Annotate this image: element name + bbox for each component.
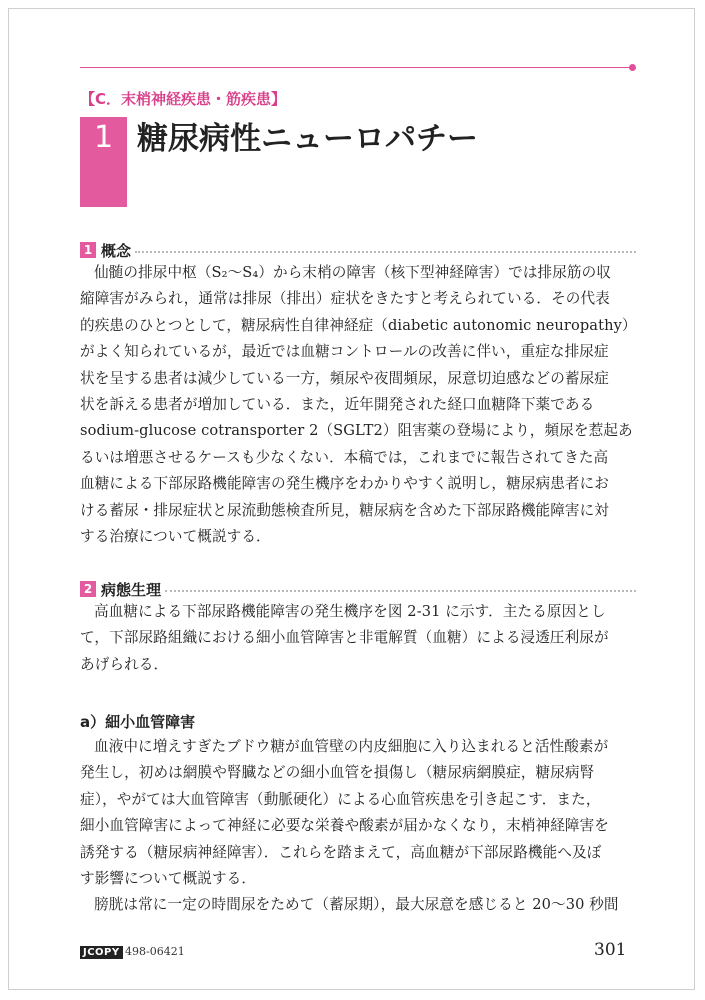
chapter-title: 糖尿病性ニューロパチー [137,121,478,157]
dotted-leader [135,251,636,253]
text-line: がよく知られているが，最近では血糖コントロールの改善に伴い，重症な排尿症 [80,343,609,361]
text-line: ける蓄尿・排尿症状と尿流動態検査所見，糖尿病を含めた下部尿路機能障害に対 [80,501,609,519]
text-line: 血液中に増えすぎたブドウ糖が血管壁の内皮細胞に入り込まれると活性酸素が [94,738,609,755]
category-heading: 【C．末梢神経疾患・筋疾患】 [80,90,287,108]
text-line: する治療について概説する． [80,527,271,545]
page-number: 301 [594,940,627,960]
text-line: 仙髄の排尿中枢（S₂〜S₄）から末梢の障害（核下型神経障害）では排尿筋の収 [94,264,611,281]
section-concept-body [80,260,640,550]
text-line: 細小血管障害によって神経に必要な栄養や酸素が届かなくなり，末梢神経障害を [80,817,609,835]
text-line: 血糖による下部尿路機能障害の発生機序をわかりやすく説明し，糖尿病患者にお [80,475,609,493]
section-number-badge: 2 [80,581,96,597]
dotted-leader [165,590,636,592]
text-line: 状を呈する患者は減少している一方，頻尿や夜間頻尿，尿意切迫感などの蓄尿症 [80,369,609,387]
text-line: 高血糖による下部尿路機能障害の発生機序を図 2-31 に示す．主たる原因とし [94,603,606,620]
publication-code: 498-06421 [125,945,185,958]
text-line: sodium-glucose cotransporter 2（SGLT2）阻害薬の登場により，頻尿を惹起あ [80,422,633,440]
text-line: 縮障害がみられ，通常は排尿（排出）症状をきたすと考えられている．その代表 [80,290,610,308]
text-line: るいは増悪させるケースも少なくない．本稿では，これまでに報告されてきた高 [80,448,609,466]
text-line: 的疾患のひとつとして，糖尿病性自律神経症（diabetic autonomic neuropathy） [80,316,637,334]
text-line: 状を訴える患者が増加している．また，近年開発された経口血糖降下薬である [80,395,595,413]
header-rule [80,67,632,68]
text-line: 発生し，初めは網膜や腎臓などの細小血管を損傷し（糖尿病網膜症，糖尿病腎 [80,764,595,782]
section-title: 概念 [101,241,132,260]
section-heading-concept [80,240,636,260]
section-number-badge: 1 [80,242,96,258]
jcopy-logo: JCOPY [80,946,123,959]
text-line: す影響について概説する． [80,869,257,887]
subsection-body [80,734,640,919]
subsection-title: a）細小血管障害 [80,713,196,731]
section-pathophysiology-body [80,599,640,678]
text-line: 症），やがては大血管障害（動脈硬化）による心血管疾患を引き起こす．また， [80,790,601,808]
section-heading-pathophysiology [80,579,636,599]
text-line: あげられる． [80,655,169,673]
header-rule-dot [629,64,636,71]
section-title: 病態生理 [101,580,162,599]
chapter-number: 1 [93,120,114,155]
text-line: 誘発する（糖尿病神経障害）．これらを踏まえて，高血糖が下部尿路機能へ及ぼ [80,843,602,861]
text-line: 膀胱は常に一定の時間尿をためて（蓄尿期），最大尿意を感じると 20〜30 秒間 [94,896,619,914]
text-line: て，下部尿路組織における細小血管障害と非電解質（血糖）による浸透圧利尿が [80,629,609,647]
